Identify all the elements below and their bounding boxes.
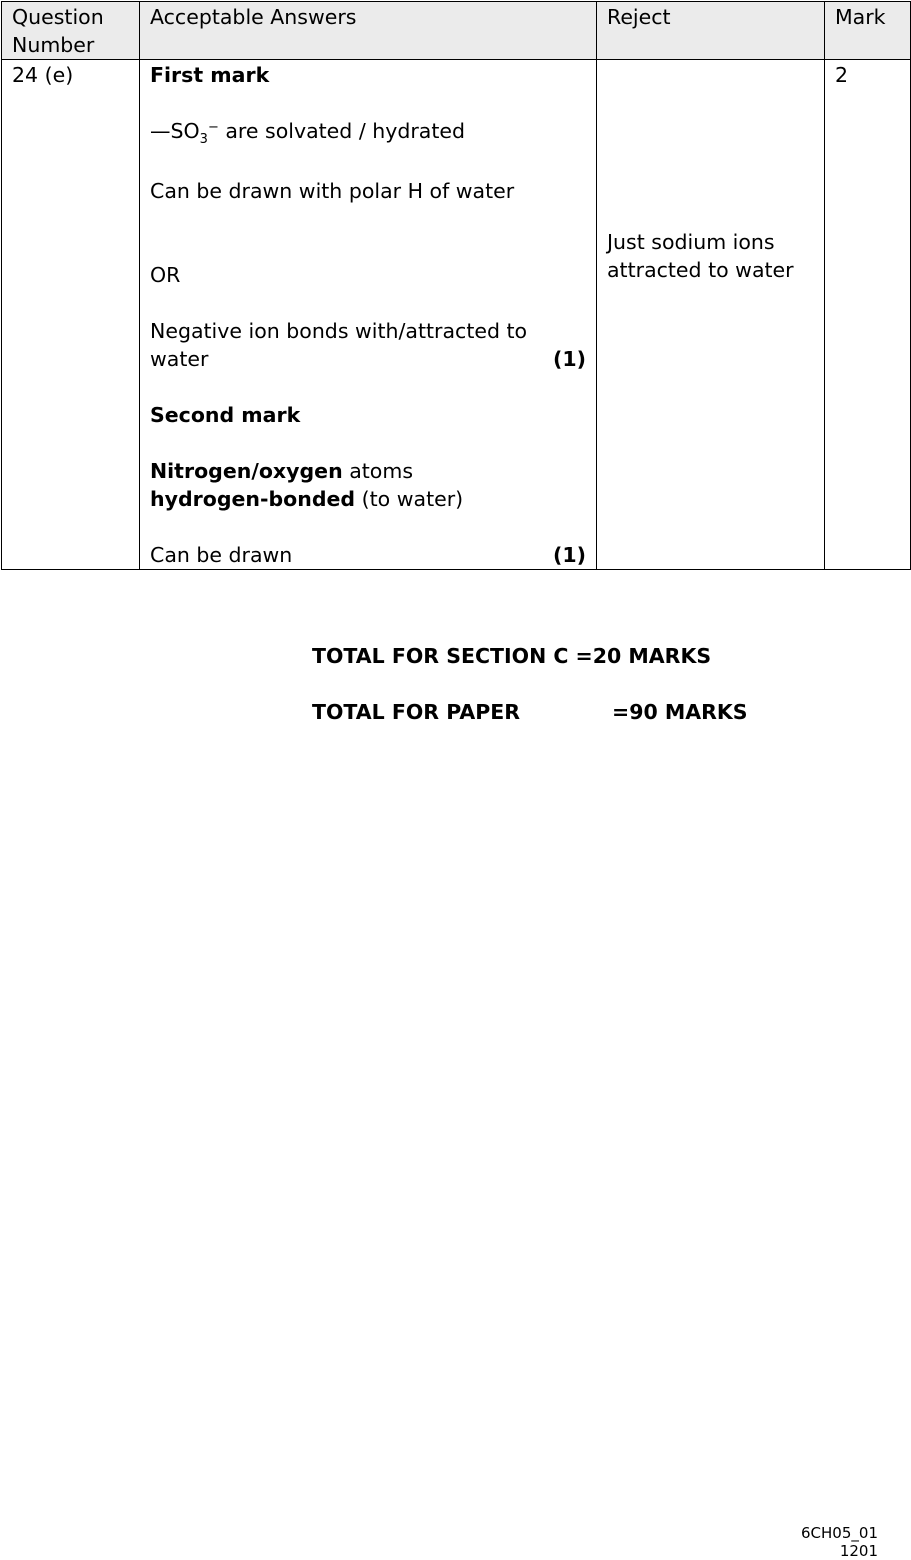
footer-code: 6CH05_01 [801,1524,878,1542]
so3-superscript: − [207,120,219,135]
total-paper-label: TOTAL FOR PAPER [312,700,521,724]
hydrogen-bonded-bold: hydrogen-bonded [150,487,356,511]
second-mark-heading: Second mark [150,403,301,427]
can-be-drawn-line [150,541,586,569]
header-reject: Reject [597,2,825,60]
can-be-drawn-text: Can be drawn [150,543,293,567]
header-row [2,2,911,60]
page-footer [801,1524,878,1560]
nitrogen-oxygen-line [150,457,586,485]
reject-text: Just sodium ions attracted to water [607,230,794,282]
acceptable-answers-cell [140,60,597,570]
atoms-text: atoms [342,459,413,483]
negative-ion-line1: Negative ion bonds with/attracted to [150,319,528,343]
total-paper-eq: = [612,700,630,724]
hydrogen-bonded-line [150,485,586,513]
so3-prefix: —SO [150,119,200,143]
question-number-cell: 24 (e) [2,60,140,570]
nitrogen-oxygen-bold: Nitrogen/oxygen [150,459,343,483]
footer-session: 1201 [839,1542,878,1560]
polar-h-answer: Can be drawn with polar H of water [150,179,515,203]
table-row [2,60,911,570]
reject-cell [597,60,825,570]
total-section-label: TOTAL FOR SECTION C = [312,644,593,668]
so3-subscript: 3 [199,132,208,147]
negative-ion-water: water [150,347,209,371]
total-section-row [312,642,748,698]
mark-cell: 2 [825,60,911,570]
mark-1a: (1) [552,347,586,371]
header-mark: Mark [825,2,911,60]
mark-1b: (1) [552,543,586,567]
first-mark-heading: First mark [150,63,270,87]
header-question-number: Question Number [2,2,140,60]
total-section-value: 20 MARKS [592,644,712,668]
so3-suffix: are solvated / hydrated [218,119,466,143]
totals-block [312,642,748,754]
to-water-text: (to water) [355,487,464,511]
or-separator: OR [150,263,181,287]
header-acceptable-answers: Acceptable Answers [140,2,597,60]
negative-ion-line2 [150,345,586,373]
total-paper-value: 90 MARKS [629,700,748,724]
mark-scheme-table [1,1,911,570]
total-paper-row [312,698,748,754]
so3-answer [150,117,586,149]
